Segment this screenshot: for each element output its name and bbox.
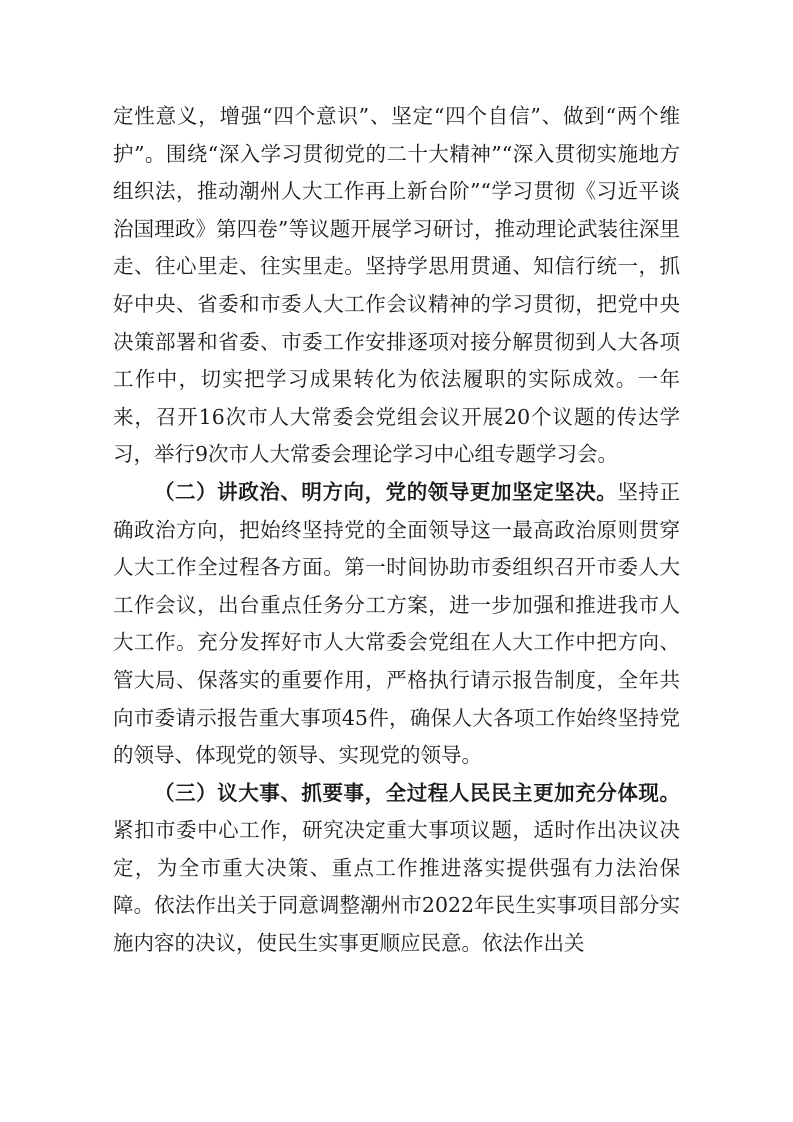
paragraph-text: 坚持正确政治方向，把始终坚持党的全面领导这一最高政治原则贯穿人大工作全过程各方面。第一时间协助市委组织召开市委人大工作会议，出台重点任务分工方案，进一步加强和推进我市人大工作。充分发挥好市人大常委会党组在人大工作中把方向、管大局、保落实的重要作用，严格执行请示报告制度，全年共向市委请示报告重大事项45件，确保人大各项工作始终坚持党的领导、体现党的领导、实现党的领导。 bbox=[113, 479, 680, 768]
paragraph-text: 紧扣市委中心工作，研究决定重大事项议题，适时作出决议决定，为全市重大决策、重点工作推进落实提供强有力法治保障。依法作出关于同意调整潮州市2022年民生实事项目部分实施内容的决议，使民生实事更顺应民意。依法作出关 bbox=[113, 818, 680, 956]
paragraph-section-2 bbox=[113, 474, 680, 775]
paragraph-section-3 bbox=[113, 775, 680, 963]
section-heading: （二）讲政治、明方向，党的领导更加坚定坚决。 bbox=[154, 479, 618, 504]
section-heading: （三）议大事、抓要事，全过程人民民主更加充分体现。 bbox=[154, 780, 680, 805]
paragraph-continued bbox=[113, 98, 680, 474]
paragraph-text: 定性意义，增强“四个意识”、坚定“四个自信”、做到“两个维护”。围绕“深入学习贯彻党的二十大精神”“深入贯彻实施地方组织法，推动潮州人大工作再上新台阶”“学习贯彻《习近平谈治国理政》第四卷”等议题开展学习研讨，推动理论武装往深里走、往心里走、往实里走。坚持学思用贯通、知信行统一，抓好中央、省委和市委人大工作会议精神的学习贯彻，把党中央决策部署和省委、市委工作安排逐项对接分解贯彻到人大各项工作中，切实把学习成果转化为依法履职的实际成效。一年来，召开16次市人大常委会党组会议开展20个议题的传达学习，举行9次市人大常委会理论学习中心组专题学习会。 bbox=[113, 104, 680, 467]
document-body bbox=[113, 98, 680, 963]
